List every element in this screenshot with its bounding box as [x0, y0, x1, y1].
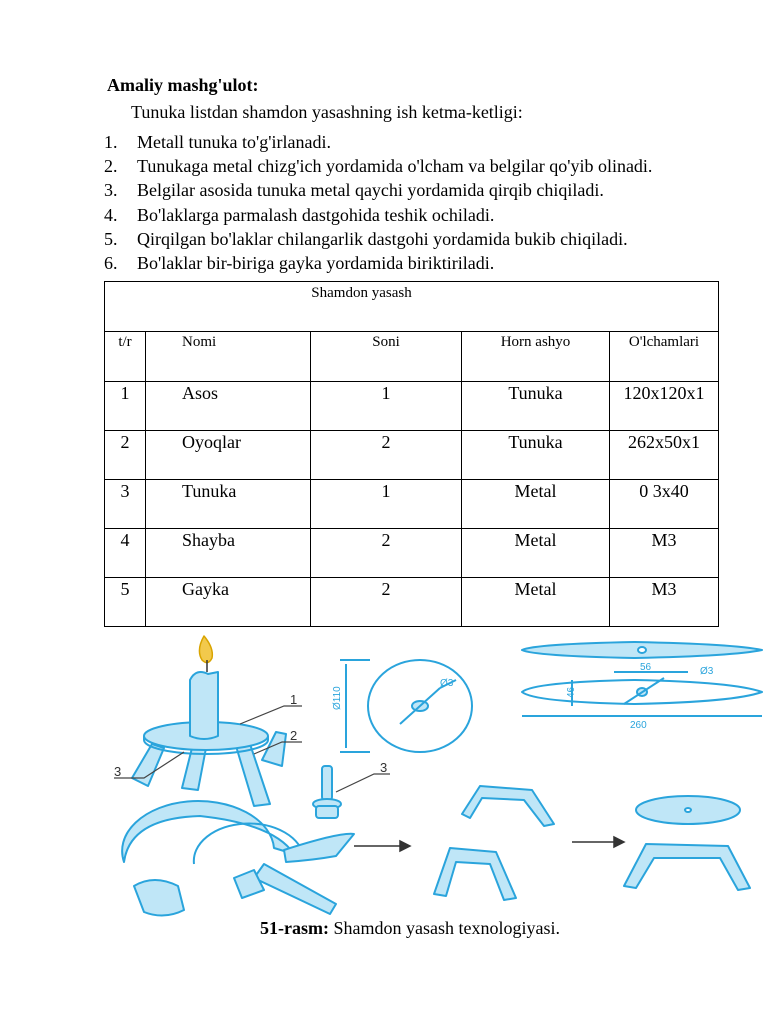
table-cell: Tunuka: [462, 382, 610, 431]
leg-length-label: 260: [630, 720, 647, 731]
step-text: Tunukaga metal chizg'ich yordamida o'lcham va belgilar qo'yib olinadi.: [137, 156, 653, 177]
step-item: [104, 130, 652, 154]
figure-caption-text: Shamdon yasash texnologiyasi.: [329, 918, 560, 938]
leg-spacing-label: 56: [640, 662, 652, 673]
table-header-row: [105, 332, 719, 382]
step-item: [104, 203, 652, 227]
intro-text: Tunuka listdan shamdon yasashning ish ketma-ketligi:: [131, 102, 523, 122]
step-number: 4.: [104, 204, 118, 225]
figure-caption-label: 51-rasm:: [260, 918, 329, 938]
header-cell: t/r: [105, 332, 146, 382]
table-cell: Metal: [462, 529, 610, 578]
step-item: [104, 251, 652, 275]
steps-list: [104, 130, 652, 275]
step-text: Bo'laklar bir-biriga gayka yordamida biriktiriladi.: [137, 252, 495, 273]
page-heading: Amaliy mashg'ulot:: [107, 75, 259, 95]
table-row: [105, 431, 719, 480]
table-cell: Tunuka: [146, 480, 311, 529]
step-item: [104, 227, 652, 251]
step-number: 2.: [104, 156, 118, 177]
step-text: Bo'laklarga parmalash dastgohida teshik ochiladi.: [137, 204, 495, 225]
step-item: [104, 154, 652, 178]
disc-hole-label: Ø3: [440, 678, 454, 689]
table-cell: Tunuka: [462, 431, 610, 480]
bent-leg-pieces: [434, 786, 554, 900]
leg-strip-drawings: [522, 642, 762, 716]
table-row: [105, 529, 719, 578]
table-cell: 5: [105, 578, 146, 627]
base-disc-drawing: [340, 660, 472, 752]
step-text: Qirqilgan bo'laklar chilangarlik dastgohi yordamida bukib chiqiladi.: [137, 228, 628, 249]
final-assembly: [624, 796, 750, 890]
leg-width-label: 46: [566, 686, 577, 698]
step-item: [104, 178, 652, 202]
table-cell: 262x50x1: [610, 431, 719, 480]
table-caption: Shamdon yasash: [311, 285, 412, 301]
table-caption-row: [105, 282, 719, 332]
table-caption-cell: [105, 282, 719, 332]
header-cell: O'lchamlari: [610, 332, 719, 382]
table-cell: M3: [610, 529, 719, 578]
header-cell: Soni: [311, 332, 462, 382]
materials-table: [104, 281, 719, 627]
table-cell: 2: [311, 431, 462, 480]
table-cell: 3: [105, 480, 146, 529]
candlestick-illustration: [104, 628, 768, 920]
table-cell: M3: [610, 578, 719, 627]
callout-1: 1: [290, 692, 298, 707]
table-cell: Oyoqlar: [146, 431, 311, 480]
table-row: [105, 480, 719, 529]
callout-3: 3: [114, 764, 122, 779]
table-row: [105, 578, 719, 627]
table-cell: Metal: [462, 578, 610, 627]
callout-3-bolt: 3: [380, 760, 388, 775]
table-cell: Asos: [146, 382, 311, 431]
assembled-candlestick: [132, 636, 286, 806]
table-cell: 1: [311, 382, 462, 431]
step-number: 3.: [104, 180, 118, 201]
leg-hole-label: Ø3: [700, 666, 714, 677]
header-cell: Nomi: [146, 332, 311, 382]
disc-diameter-label: Ø110: [332, 686, 343, 710]
table-cell: 1: [105, 382, 146, 431]
table-cell: Gayka: [146, 578, 311, 627]
table-row: [105, 382, 719, 431]
step-text: Belgilar asosida tunuka metal qaychi yordamida qirqib chiqiladi.: [137, 180, 604, 201]
table-cell: 1: [311, 480, 462, 529]
callout-2: 2: [290, 728, 298, 743]
table-cell: Shayba: [146, 529, 311, 578]
table-cell: 2: [105, 431, 146, 480]
step-text: Metall tunuka to'g'irlanadi.: [137, 132, 331, 152]
step-number: 5.: [104, 228, 118, 249]
header-cell: Horn ashyo: [462, 332, 610, 382]
table-cell: Metal: [462, 480, 610, 529]
figure-caption: [0, 918, 768, 939]
process-arrows: [354, 837, 624, 851]
table-cell: 4: [105, 529, 146, 578]
table-cell: 0 3x40: [610, 480, 719, 529]
table-cell: 120x120x1: [610, 382, 719, 431]
table-cell: 2: [311, 578, 462, 627]
step-number: 6.: [104, 252, 118, 273]
step-number: 1.: [104, 132, 118, 152]
table-cell: 2: [311, 529, 462, 578]
